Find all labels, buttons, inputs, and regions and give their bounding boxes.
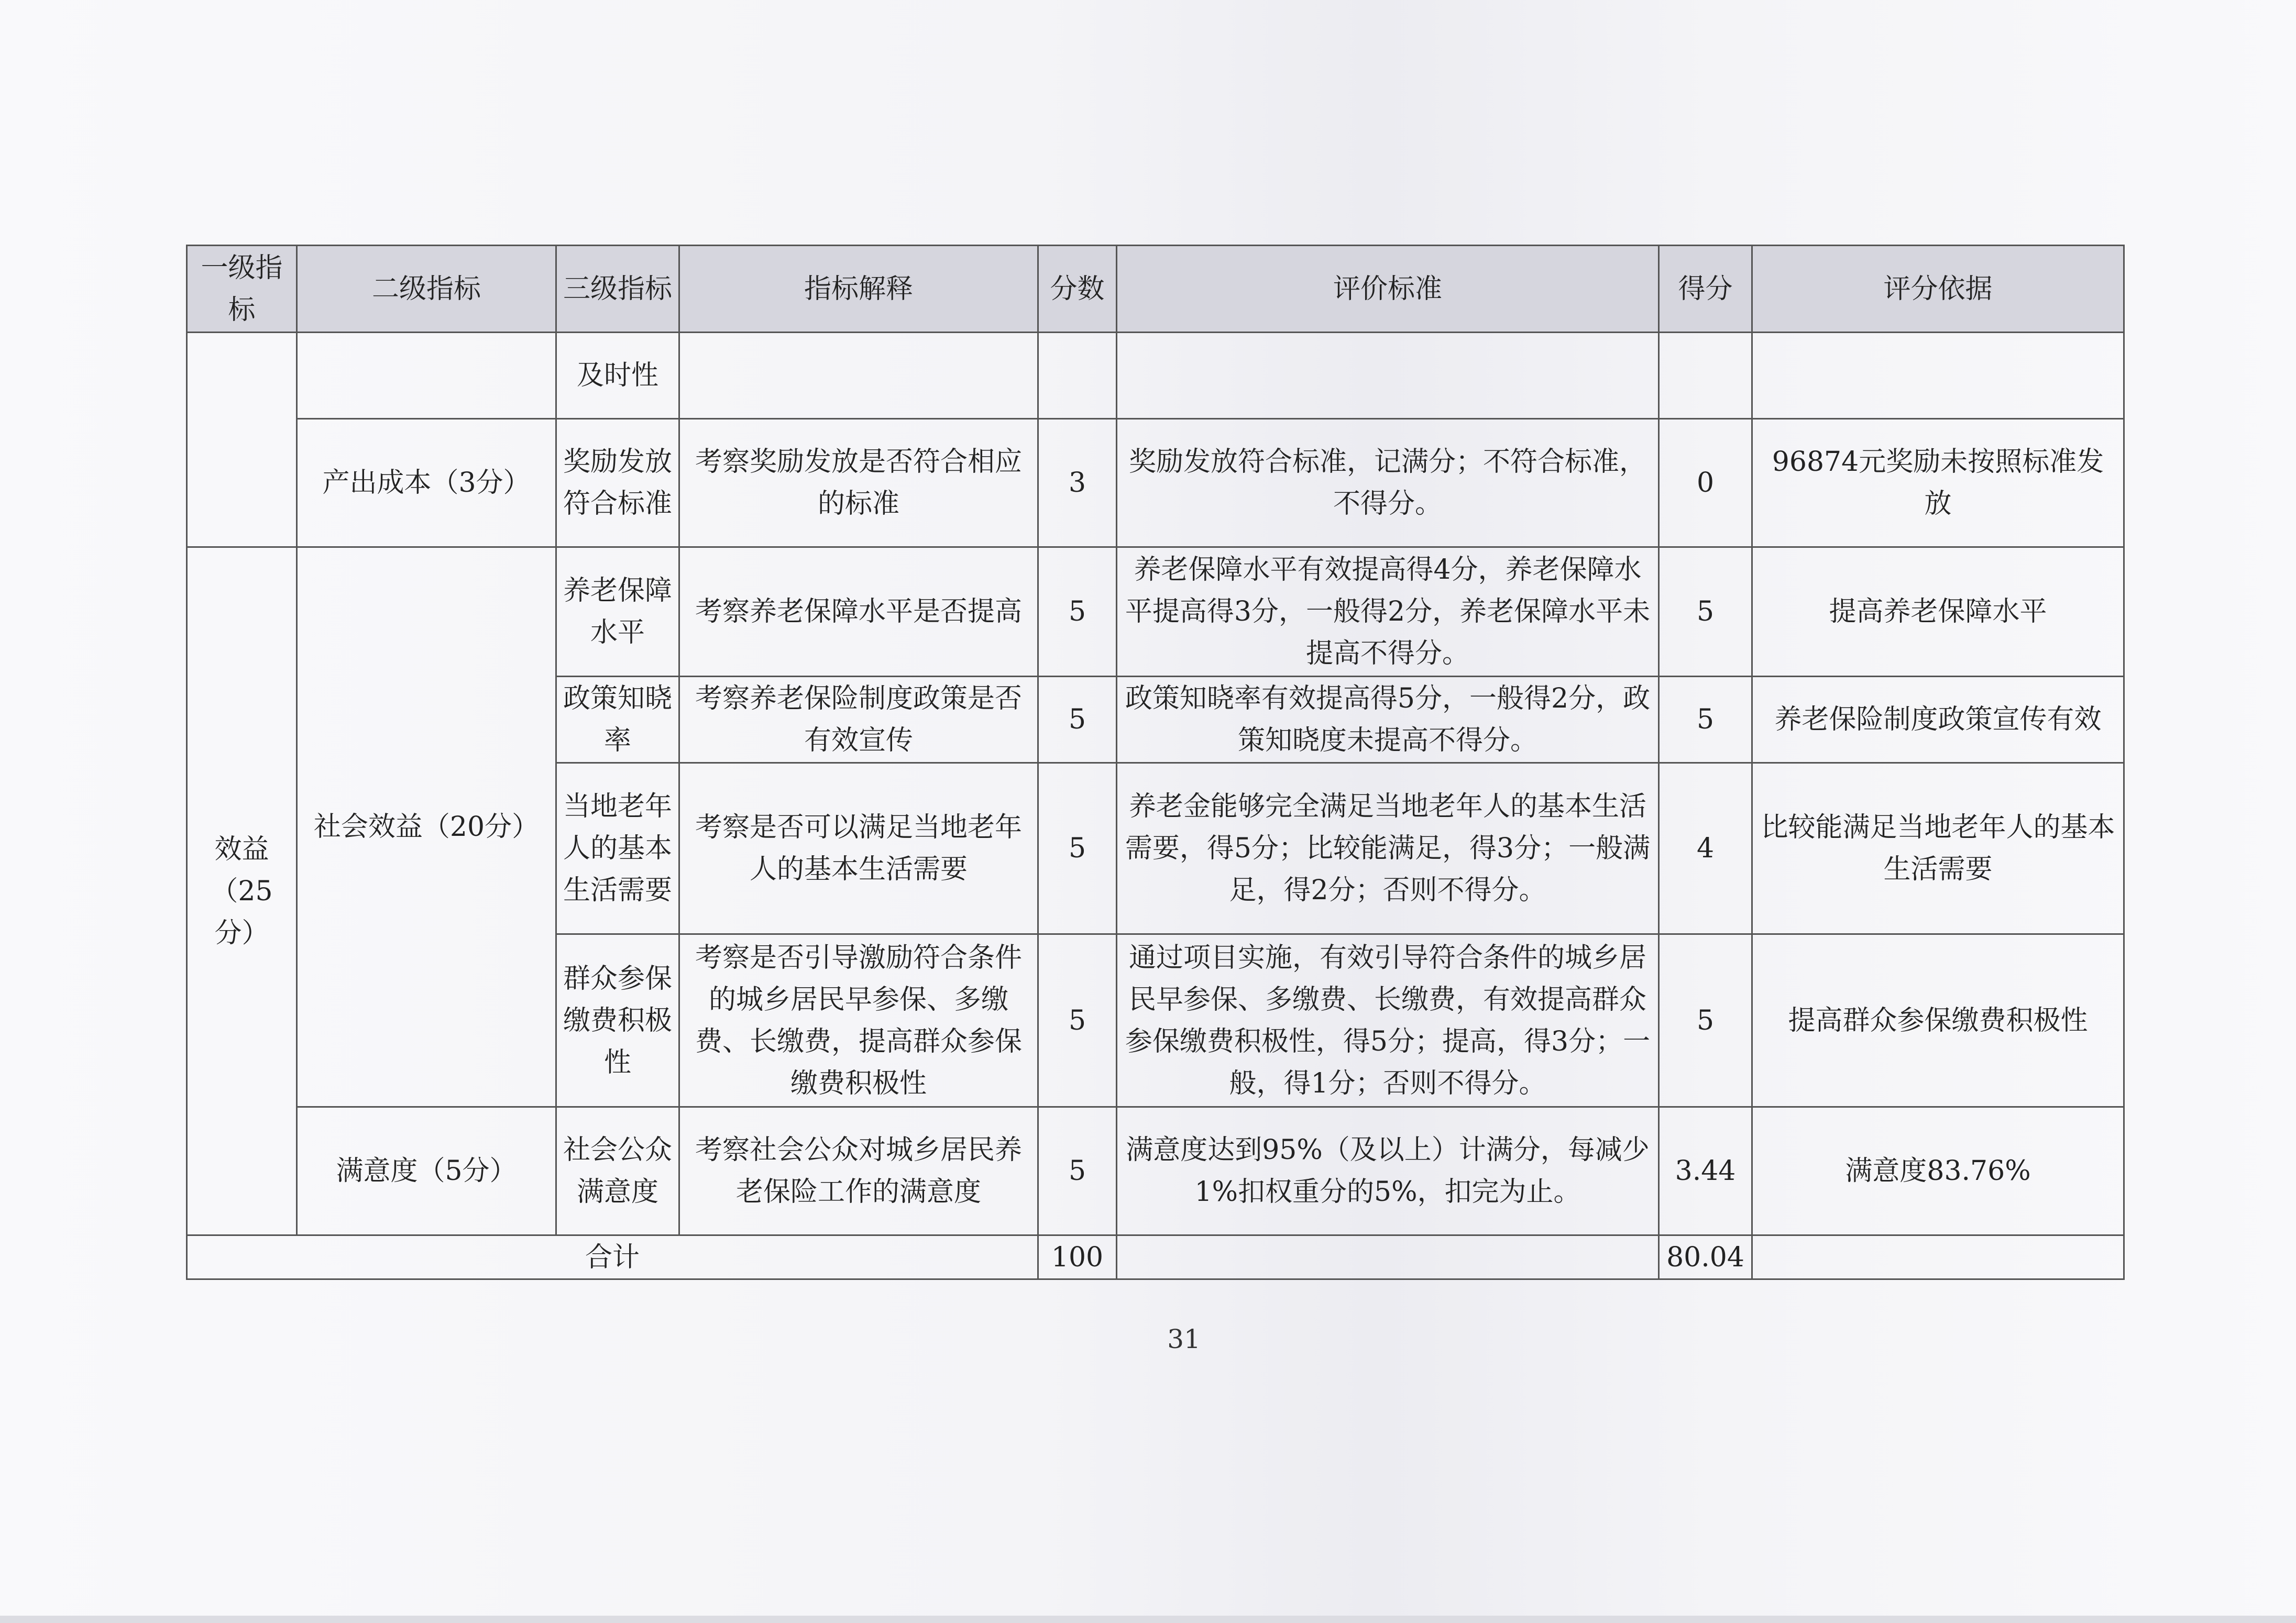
level1-cell-empty <box>187 333 297 547</box>
level2-cell-empty <box>297 333 556 419</box>
level2-cell: 产出成本（3分） <box>297 419 556 547</box>
explain-cell: 考察社会公众对城乡居民养老保险工作的满意度 <box>679 1107 1038 1235</box>
level3-cell: 群众参保缴费积极性 <box>556 934 679 1107</box>
got-cell: 5 <box>1659 677 1752 763</box>
basis-cell: 提高群众参保缴费积极性 <box>1752 934 2124 1107</box>
explain-cell: 考察奖励发放是否符合相应的标准 <box>679 419 1038 547</box>
got-cell: 4 <box>1659 763 1752 934</box>
table-row <box>187 333 2124 419</box>
level2-cell: 社会效益（20分） <box>297 547 556 1107</box>
total-label: 合计 <box>187 1235 1038 1279</box>
total-row <box>187 1235 2124 1279</box>
total-basis-empty <box>1752 1235 2124 1279</box>
score-cell: 5 <box>1038 677 1117 763</box>
criteria-cell: 奖励发放符合标准，记满分；不符合标准，不得分。 <box>1117 419 1659 547</box>
evaluation-table <box>186 245 2125 1280</box>
basis-cell: 提高养老保障水平 <box>1752 547 2124 677</box>
header-level3: 三级指标 <box>556 246 679 333</box>
criteria-cell: 通过项目实施，有效引导符合条件的城乡居民早参保、多缴费、长缴费，有效提高群众参保缴费积极性，得5分；提高，得3分；一般，得1分；否则不得分。 <box>1117 934 1659 1107</box>
level3-cell: 社会公众满意度 <box>556 1107 679 1235</box>
explain-cell-empty <box>679 333 1038 419</box>
criteria-cell: 满意度达到95%（及以上）计满分，每减少1%扣权重分的5%，扣完为止。 <box>1117 1107 1659 1235</box>
got-cell-empty <box>1659 333 1752 419</box>
level3-cell: 政策知晓率 <box>556 677 679 763</box>
header-level1: 一级指标 <box>187 246 297 333</box>
level3-cell: 及时性 <box>556 333 679 419</box>
score-cell: 5 <box>1038 763 1117 934</box>
header-score: 分数 <box>1038 246 1117 333</box>
score-cell: 5 <box>1038 934 1117 1107</box>
scan-edge <box>0 1616 2296 1623</box>
explain-cell: 考察是否可以满足当地老年人的基本生活需要 <box>679 763 1038 934</box>
table-row <box>187 1107 2124 1235</box>
explain-cell: 考察养老保障水平是否提高 <box>679 547 1038 677</box>
level1-cell: 效益（25分） <box>187 547 297 1235</box>
table-header-row <box>187 246 2124 333</box>
level2-cell: 满意度（5分） <box>297 1107 556 1235</box>
criteria-cell: 政策知晓率有效提高得5分，一般得2分，政策知晓度未提高不得分。 <box>1117 677 1659 763</box>
header-got: 得分 <box>1659 246 1752 333</box>
score-cell-empty <box>1038 333 1117 419</box>
score-cell: 3 <box>1038 419 1117 547</box>
header-basis: 评分依据 <box>1752 246 2124 333</box>
header-level2: 二级指标 <box>297 246 556 333</box>
total-got: 80.04 <box>1659 1235 1752 1279</box>
total-score: 100 <box>1038 1235 1117 1279</box>
explain-cell: 考察养老保险制度政策是否有效宣传 <box>679 677 1038 763</box>
level3-cell: 当地老年人的基本生活需要 <box>556 763 679 934</box>
level3-cell: 奖励发放符合标准 <box>556 419 679 547</box>
header-explain: 指标解释 <box>679 246 1038 333</box>
basis-cell: 满意度83.76% <box>1752 1107 2124 1235</box>
basis-cell: 养老保险制度政策宣传有效 <box>1752 677 2124 763</box>
basis-cell: 比较能满足当地老年人的基本生活需要 <box>1752 763 2124 934</box>
criteria-cell: 养老保障水平有效提高得4分，养老保障水平提高得3分，一般得2分，养老保障水平未提高不得分。 <box>1117 547 1659 677</box>
table-row <box>187 547 2124 677</box>
basis-cell-empty <box>1752 333 2124 419</box>
got-cell: 5 <box>1659 934 1752 1107</box>
header-criteria: 评价标准 <box>1117 246 1659 333</box>
score-cell: 5 <box>1038 547 1117 677</box>
explain-cell: 考察是否引导激励符合条件的城乡居民早参保、多缴费、长缴费，提高群众参保缴费积极性 <box>679 934 1038 1107</box>
basis-cell: 96874元奖励未按照标准发放 <box>1752 419 2124 547</box>
score-cell: 5 <box>1038 1107 1117 1235</box>
total-criteria-empty <box>1117 1235 1659 1279</box>
page-number: 31 <box>1167 1324 1201 1354</box>
criteria-cell: 养老金能够完全满足当地老年人的基本生活需要，得5分；比较能满足，得3分；一般满足，得2分；否则不得分。 <box>1117 763 1659 934</box>
criteria-cell-empty <box>1117 333 1659 419</box>
got-cell: 5 <box>1659 547 1752 677</box>
level3-cell: 养老保障水平 <box>556 547 679 677</box>
table-row <box>187 419 2124 547</box>
got-cell: 3.44 <box>1659 1107 1752 1235</box>
got-cell: 0 <box>1659 419 1752 547</box>
